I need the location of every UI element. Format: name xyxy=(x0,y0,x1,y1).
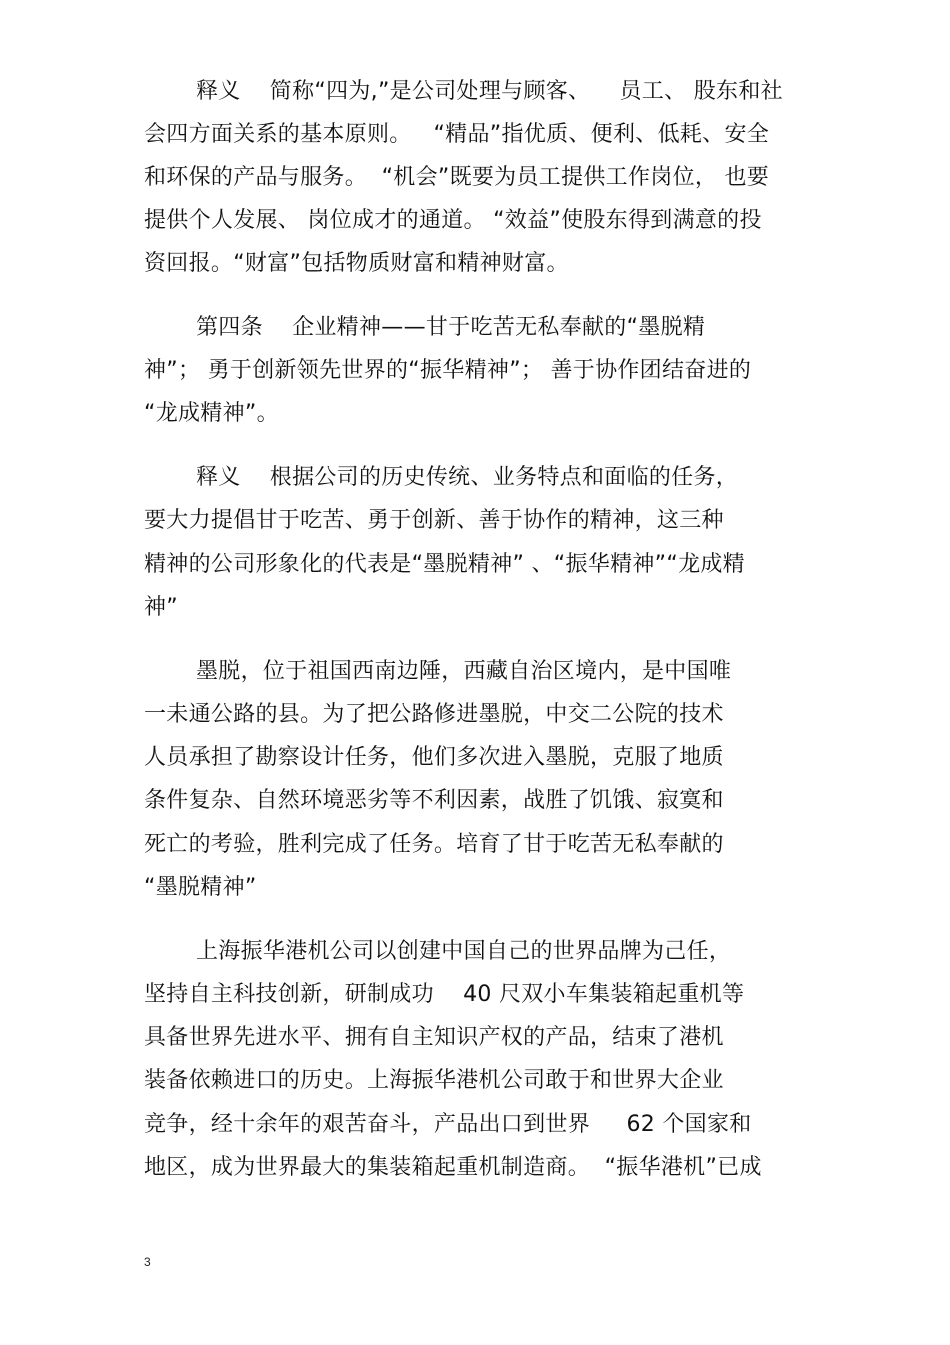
paragraph-line: 精神的公司形象化的代表是“墨脱精神” 、“振华精神”“龙成精 xyxy=(144,552,745,577)
paragraph-line: 释义 根据公司的历史传统、业务特点和面临的任务， xyxy=(196,465,739,490)
paragraph-line: “龙成精神”。 xyxy=(144,401,279,426)
paragraph-line: 和环保的产品与服务。 “机会”既要为员工提供工作岗位， 也要 xyxy=(144,165,770,190)
paragraph-line: 装备依赖进口的历史。上海振华港机公司敢于和世界大企业 xyxy=(144,1068,724,1093)
paragraph-line: 会四方面关系的基本原则。 “精品”指优质、便利、低耗、安全 xyxy=(144,122,770,147)
paragraph-line: 条件复杂、自然环境恶劣等不利因素，战胜了饥饿、寂寞和 xyxy=(144,788,724,813)
paragraph-line: 神” xyxy=(144,595,178,620)
paragraph-line: 神”； 勇于创新领先世界的“振华精神”； 善于协作团结奋进的 xyxy=(144,358,752,383)
paragraph-line: 具备世界先进水平、拥有自主知识产权的产品，结束了港机 xyxy=(144,1025,724,1050)
paragraph-line: 坚持自主科技创新，研制成功 40 尺双小车集装箱起重机等 xyxy=(144,982,745,1007)
paragraph-line: 一未通公路的县。为了把公路修进墨脱，中交二公院的技术 xyxy=(144,702,724,727)
paragraph-line: 资回报。“财富”包括物质财富和精神财富。 xyxy=(144,251,569,276)
paragraph-line: 墨脱，位于祖国西南边陲，西藏自治区境内，是中国唯 xyxy=(196,659,732,684)
paragraph-line: “墨脱精神” xyxy=(144,875,257,900)
page-number: 3 xyxy=(144,1255,151,1269)
paragraph-line: 提供个人发展、 岗位成才的通道。 “效益”使股东得到满意的投 xyxy=(144,208,762,233)
paragraph-line: 死亡的考验，胜利完成了任务。培育了甘于吃苦无私奉献的 xyxy=(144,832,724,857)
paragraph-line: 要大力提倡甘于吃苦、勇于创新、善于协作的精神，这三种 xyxy=(144,508,724,533)
paragraph-line: 人员承担了勘察设计任务，他们多次进入墨脱，克服了地质 xyxy=(144,745,724,770)
paragraph-line: 第四条 企业精神——甘于吃苦无私奉献的“墨脱精 xyxy=(196,315,706,340)
paragraph-line: 释义 简称“四为,”是公司处理与顾客、 员工、 股东和社 xyxy=(196,79,783,104)
paragraph-line: 地区，成为世界最大的集装箱起重机制造商。 “振华港机”已成 xyxy=(144,1155,762,1180)
paragraph-line: 竞争，经十余年的艰苦奋斗，产品出口到世界 62 个国家和 xyxy=(144,1112,752,1137)
paragraph-line: 上海振华港机公司以创建中国自己的世界品牌为己任， xyxy=(196,939,732,964)
